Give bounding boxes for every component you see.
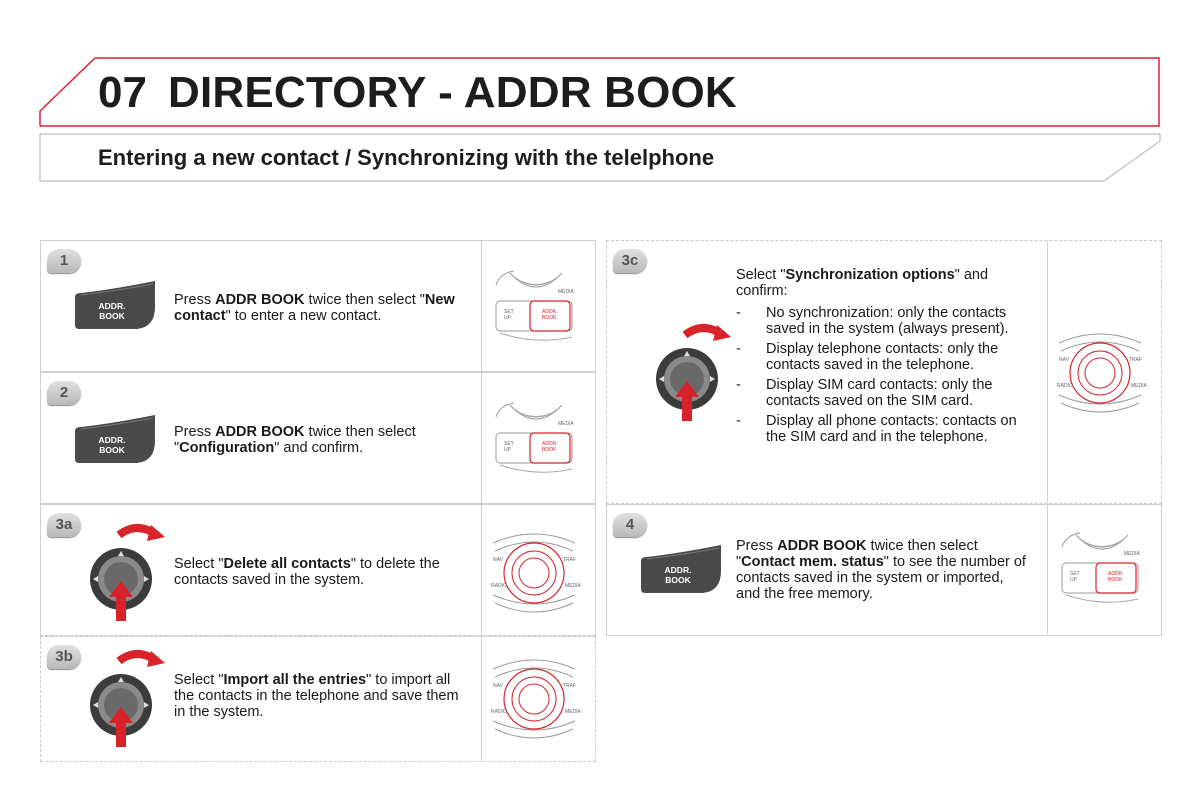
svg-text:RADIO: RADIO — [491, 709, 507, 715]
step-description: Select "Synchronization options" and confirm: - No synchronization: only the contacts saved in the system (always present). - Display telephone contacts: only the contacts saved in the telephone. - Display SIM card contacts: only the contacts saved on the SIM card. - Display all phone contacts: contacts on the SIM card and in the telephone. — [736, 267, 1030, 449]
step-panel-2 — [40, 372, 596, 504]
rotary-knob-icon — [651, 321, 731, 431]
section-title: Entering a new contact / Synchronizing with the telelphone — [98, 145, 715, 170]
step-description: Select "Import all the entries" to import all the contacts in the telephone and save them in the system. — [174, 672, 459, 720]
list-item: - Display all phone contacts: contacts on the SIM card and in the telephone. — [736, 413, 1030, 445]
svg-text:MEDIA: MEDIA — [565, 709, 581, 715]
svg-text:UP: UP — [504, 315, 511, 321]
console-dial-icon — [489, 649, 579, 749]
svg-text:MEDIA: MEDIA — [1124, 551, 1140, 557]
addr-book-button-icon — [75, 415, 159, 465]
console-addr-book-icon — [1062, 533, 1142, 627]
step-badge: 3a — [47, 513, 81, 537]
svg-text:BOOK: BOOK — [542, 447, 557, 453]
step-panel-3a — [40, 504, 596, 636]
svg-text:TRAF: TRAF — [563, 557, 577, 563]
svg-text:MEDIA: MEDIA — [558, 289, 574, 295]
addr-book-button-icon — [75, 281, 159, 331]
step-description: Press ADDR BOOK twice then select "Contact mem. status" to see the number of contacts saved in the system or imported, and the free memory. — [736, 538, 1026, 602]
svg-text:SET: SET — [1070, 571, 1080, 577]
chapter-number: 07 — [98, 68, 147, 117]
svg-text:ADDR.: ADDR. — [542, 309, 558, 315]
console-dial-icon — [1055, 323, 1145, 423]
step-description: Select "Delete all contacts" to delete the contacts saved in the system. — [174, 556, 440, 588]
step-description: Press ADDR BOOK twice then select "Configuration" and confirm. — [174, 424, 416, 456]
svg-text:SET: SET — [504, 309, 514, 315]
button-text: ADDR. — [98, 301, 126, 311]
svg-text:TRAF: TRAF — [563, 683, 577, 689]
svg-text:TRAF: TRAF — [1129, 357, 1143, 363]
svg-text:MEDIA: MEDIA — [565, 583, 581, 589]
svg-text:MEDIA: MEDIA — [558, 421, 574, 427]
step-panel-1 — [40, 240, 596, 372]
step-description: Press ADDR BOOK twice then select "New contact" to enter a new contact. — [174, 292, 455, 324]
console-dial-icon — [489, 523, 579, 623]
chapter-header — [0, 0, 1200, 200]
step-badge: 3c — [613, 249, 647, 273]
svg-text:NAV: NAV — [1059, 357, 1069, 363]
svg-text:RADIO: RADIO — [1057, 383, 1073, 389]
sync-options-list — [736, 305, 1030, 445]
svg-text:ADDR.: ADDR. — [1108, 571, 1124, 577]
rotary-knob-icon — [85, 521, 165, 631]
list-item: - Display SIM card contacts: only the contacts saved on the SIM card. — [736, 377, 1030, 409]
svg-text:MEDIA: MEDIA — [1131, 383, 1147, 389]
console-addr-book-icon — [496, 403, 576, 497]
svg-text:NAV: NAV — [493, 683, 503, 689]
step-badge: 3b — [47, 645, 81, 669]
svg-text:UP: UP — [1070, 577, 1077, 583]
step-badge: 2 — [47, 381, 81, 405]
step-panel-3c — [606, 240, 1162, 504]
list-item: - No synchronization: only the contacts saved in the system (always present). — [736, 305, 1030, 337]
svg-text:NAV: NAV — [493, 557, 503, 563]
svg-text:RADIO: RADIO — [491, 583, 507, 589]
svg-text:ADDR.: ADDR. — [542, 441, 558, 447]
svg-text:BOOK: BOOK — [1108, 577, 1123, 583]
button-text: ADDR. — [664, 565, 692, 575]
button-text: ADDR. — [98, 435, 126, 445]
svg-text:BOOK: BOOK — [542, 315, 557, 321]
button-text: BOOK — [99, 445, 125, 455]
svg-text:UP: UP — [504, 447, 511, 453]
list-item: - Display telephone contacts: only the contacts saved in the telephone. — [736, 341, 1030, 373]
button-text: BOOK — [665, 575, 691, 585]
button-text: BOOK — [99, 311, 125, 321]
chapter-title: DIRECTORY - ADDR BOOK — [168, 68, 737, 117]
step-badge: 1 — [47, 249, 81, 273]
step-badge: 4 — [613, 513, 647, 537]
rotary-knob-icon — [85, 647, 165, 757]
svg-text:SET: SET — [504, 441, 514, 447]
step-panel-3b — [40, 636, 596, 762]
console-addr-book-icon — [496, 271, 576, 365]
step-panel-4 — [606, 504, 1162, 636]
addr-book-button-icon — [641, 545, 725, 595]
